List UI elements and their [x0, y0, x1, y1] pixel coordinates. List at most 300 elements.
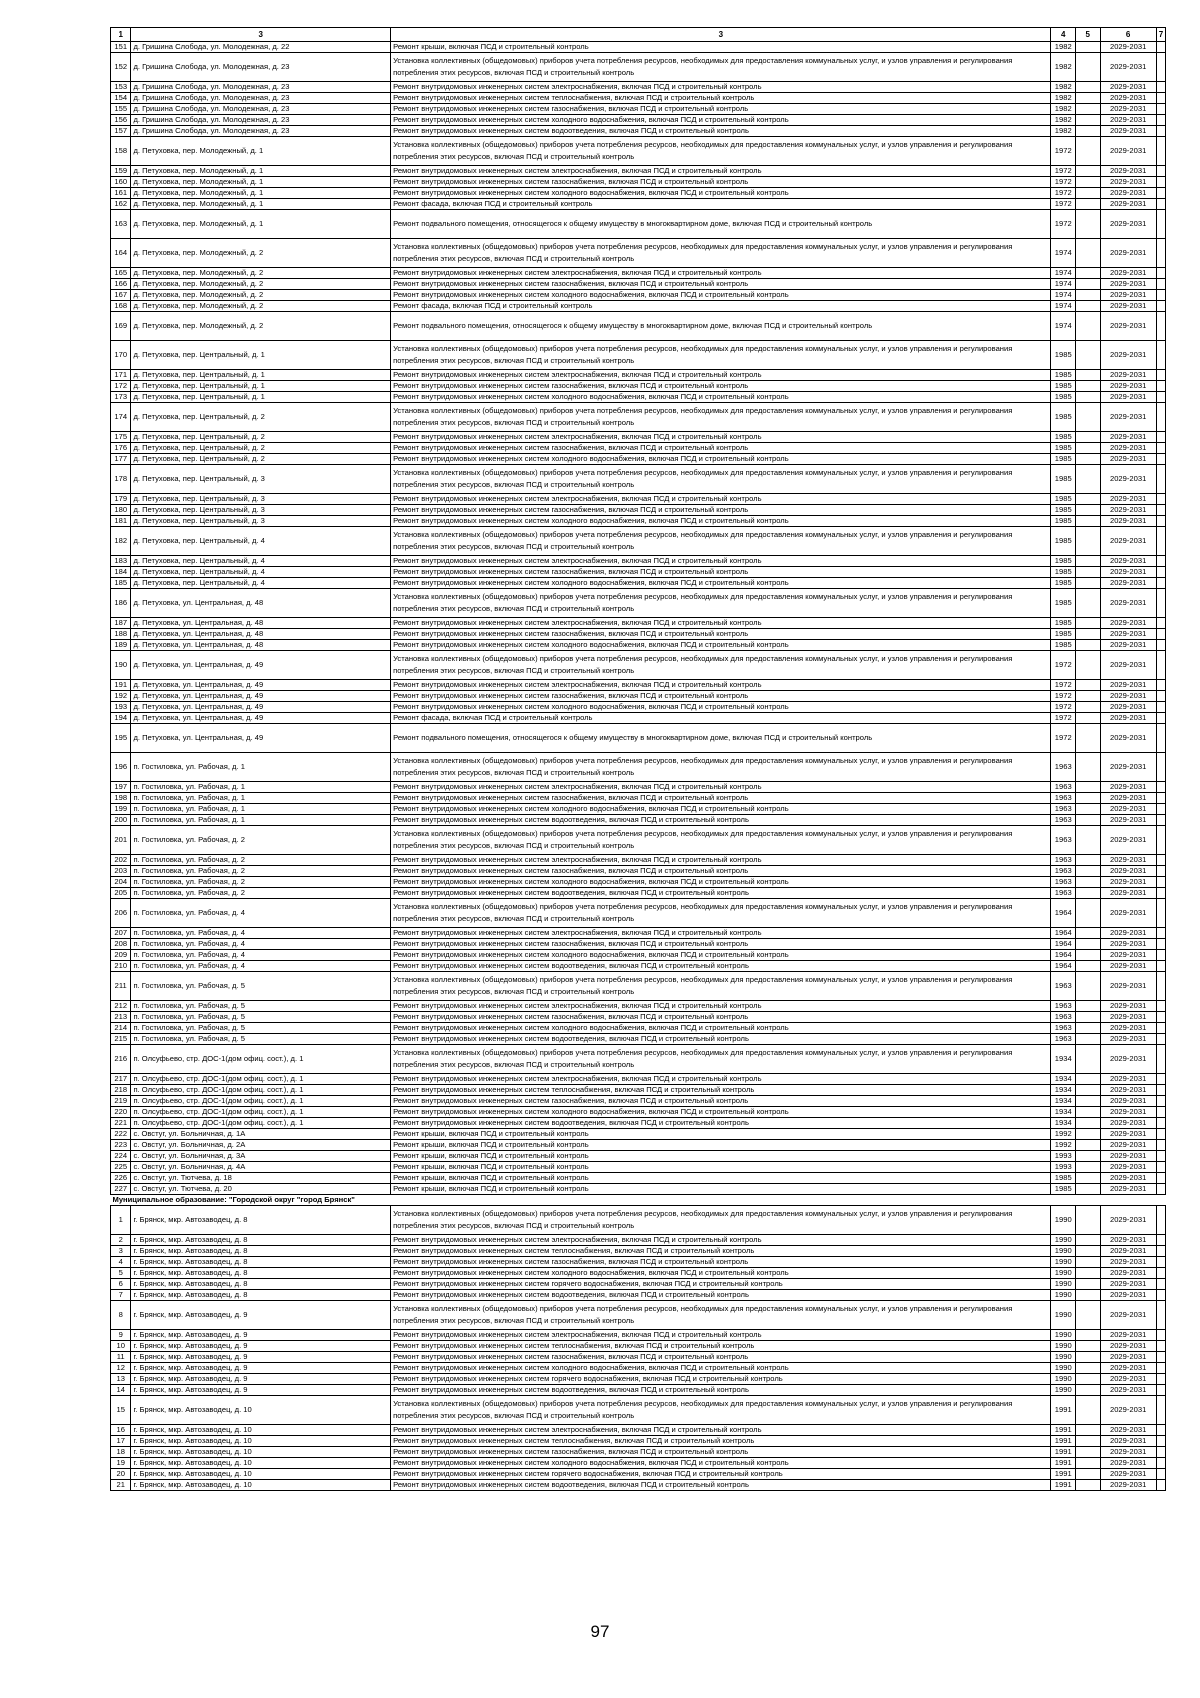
row-number: 182: [111, 527, 131, 556]
row-col7: [1156, 1074, 1165, 1085]
row-number: 180: [111, 505, 131, 516]
table-row: [111, 381, 1166, 392]
row-work-type: Ремонт внутридомовых инженерных систем водоотведения, включая ПСД и строительный контроль: [391, 126, 1051, 137]
row-work-type: Ремонт внутридомовых инженерных систем газоснабжения, включая ПСД и строительный контроль: [391, 793, 1051, 804]
row-address: п. Гостиловка, ул. Рабочая, д. 2: [131, 826, 391, 855]
row-build-year: 1985: [1051, 527, 1076, 556]
row-col7: [1156, 680, 1165, 691]
row-number: 1: [111, 1206, 131, 1235]
table-row: [111, 1257, 1166, 1268]
row-period: 2029-2031: [1100, 1341, 1156, 1352]
row-address: д. Петуховка, пер. Молодежный, д. 2: [131, 290, 391, 301]
row-col5: [1076, 1279, 1101, 1290]
row-work-type: Ремонт внутридомовых инженерных систем электроснабжения, включая ПСД и строительный контроль: [391, 1425, 1051, 1436]
row-address: д. Гришина Слобода, ул. Молодежная, д. 23: [131, 104, 391, 115]
row-period: 2029-2031: [1100, 199, 1156, 210]
row-number: 210: [111, 961, 131, 972]
row-col7: [1156, 939, 1165, 950]
table-row: [111, 177, 1166, 188]
row-col7: [1156, 928, 1165, 939]
table-row: [111, 1341, 1166, 1352]
row-number: 220: [111, 1107, 131, 1118]
row-col5: [1076, 793, 1101, 804]
row-build-year: 1982: [1051, 93, 1076, 104]
row-address: п. Гостиловка, ул. Рабочая, д. 1: [131, 753, 391, 782]
row-col5: [1076, 972, 1101, 1001]
row-address: д. Петуховка, пер. Центральный, д. 3: [131, 494, 391, 505]
row-address: д. Гришина Слобода, ул. Молодежная, д. 23: [131, 115, 391, 126]
row-number: 214: [111, 1023, 131, 1034]
row-build-year: 1963: [1051, 855, 1076, 866]
row-address: д. Петуховка, ул. Центральная, д. 49: [131, 724, 391, 753]
row-address: г. Брянск, мкр. Автозаводец, д. 10: [131, 1480, 391, 1491]
row-number: 184: [111, 567, 131, 578]
table-row: [111, 432, 1166, 443]
row-address: п. Олсуфьево, стр. ДОС-1(дом офиц. сост.), д. 1: [131, 1107, 391, 1118]
row-number: 155: [111, 104, 131, 115]
row-work-type: Ремонт внутридомовых инженерных систем газоснабжения, включая ПСД и строительный контроль: [391, 177, 1051, 188]
row-col5: [1076, 1447, 1101, 1458]
row-build-year: 1963: [1051, 877, 1076, 888]
row-period: 2029-2031: [1100, 1118, 1156, 1129]
row-work-type: Ремонт фасада, включая ПСД и строительный контроль: [391, 199, 1051, 210]
row-number: 11: [111, 1352, 131, 1363]
row-number: 192: [111, 691, 131, 702]
row-period: 2029-2031: [1100, 1129, 1156, 1140]
row-work-type: Ремонт подвального помещения, относящегося к общему имуществу в многоквартирном доме, включая ПСД и строительный контроль: [391, 724, 1051, 753]
row-address: г. Брянск, мкр. Автозаводец, д. 8: [131, 1290, 391, 1301]
row-col7: [1156, 1290, 1165, 1301]
row-col5: [1076, 341, 1101, 370]
row-build-year: 1934: [1051, 1096, 1076, 1107]
row-number: 165: [111, 268, 131, 279]
row-period: 2029-2031: [1100, 42, 1156, 53]
row-work-type: Ремонт внутридомовых инженерных систем холодного водоснабжения, включая ПСД и строительный контроль: [391, 392, 1051, 403]
row-col5: [1076, 115, 1101, 126]
row-number: 20: [111, 1469, 131, 1480]
row-work-type: Установка коллективных (общедомовых) приборов учета потребления ресурсов, необходимых для предоставления коммунальных услуг, и узлов управления и регулирования потребления этих ресурсов, включая ПСД и строительный контроль: [391, 1206, 1051, 1235]
row-address: г. Брянск, мкр. Автозаводец, д. 10: [131, 1447, 391, 1458]
row-number: 201: [111, 826, 131, 855]
row-build-year: 1982: [1051, 115, 1076, 126]
table-row: [111, 268, 1166, 279]
row-col5: [1076, 403, 1101, 432]
row-build-year: 1963: [1051, 888, 1076, 899]
row-period: 2029-2031: [1100, 290, 1156, 301]
row-col7: [1156, 1436, 1165, 1447]
row-col5: [1076, 567, 1101, 578]
row-work-type: Ремонт внутридомовых инженерных систем электроснабжения, включая ПСД и строительный контроль: [391, 1001, 1051, 1012]
row-col5: [1076, 1301, 1101, 1330]
row-work-type: Ремонт внутридомовых инженерных систем холодного водоснабжения, включая ПСД и строительный контроль: [391, 290, 1051, 301]
row-number: 225: [111, 1162, 131, 1173]
table-row: [111, 454, 1166, 465]
row-period: 2029-2031: [1100, 210, 1156, 239]
row-col7: [1156, 640, 1165, 651]
row-build-year: 1990: [1051, 1374, 1076, 1385]
row-number: 204: [111, 877, 131, 888]
table-row: [111, 527, 1166, 556]
row-work-type: Ремонт внутридомовых инженерных систем электроснабжения, включая ПСД и строительный контроль: [391, 432, 1051, 443]
row-period: 2029-2031: [1100, 1246, 1156, 1257]
row-number: 12: [111, 1363, 131, 1374]
row-number: 217: [111, 1074, 131, 1085]
row-col5: [1076, 494, 1101, 505]
row-col7: [1156, 1425, 1165, 1436]
row-address: д. Петуховка, пер. Центральный, д. 2: [131, 443, 391, 454]
row-number: 209: [111, 950, 131, 961]
row-col7: [1156, 210, 1165, 239]
row-work-type: Ремонт внутридомовых инженерных систем газоснабжения, включая ПСД и строительный контроль: [391, 104, 1051, 115]
row-col5: [1076, 1458, 1101, 1469]
row-address: г. Брянск, мкр. Автозаводец, д. 10: [131, 1396, 391, 1425]
column-number-header-row: [111, 28, 1166, 42]
row-build-year: 1985: [1051, 505, 1076, 516]
row-work-type: Ремонт подвального помещения, относящегося к общему имуществу в многоквартирном доме, включая ПСД и строительный контроль: [391, 312, 1051, 341]
table-row: [111, 1140, 1166, 1151]
row-period: 2029-2031: [1100, 1235, 1156, 1246]
row-number: 224: [111, 1151, 131, 1162]
row-address: д. Петуховка, пер. Центральный, д. 4: [131, 578, 391, 589]
row-col5: [1076, 1162, 1101, 1173]
row-build-year: 1963: [1051, 753, 1076, 782]
row-build-year: 1985: [1051, 618, 1076, 629]
row-number: 183: [111, 556, 131, 567]
row-period: 2029-2031: [1100, 702, 1156, 713]
row-period: 2029-2031: [1100, 312, 1156, 341]
row-col5: [1076, 239, 1101, 268]
row-address: п. Гостиловка, ул. Рабочая, д. 5: [131, 1001, 391, 1012]
row-number: 152: [111, 53, 131, 82]
row-build-year: 1972: [1051, 724, 1076, 753]
row-number: 151: [111, 42, 131, 53]
row-build-year: 1985: [1051, 465, 1076, 494]
row-work-type: Ремонт внутридомовых инженерных систем водоотведения, включая ПСД и строительный контроль: [391, 1118, 1051, 1129]
row-col5: [1076, 370, 1101, 381]
row-address: п. Гостиловка, ул. Рабочая, д. 1: [131, 782, 391, 793]
row-period: 2029-2031: [1100, 753, 1156, 782]
row-period: 2029-2031: [1100, 1385, 1156, 1396]
row-col5: [1076, 1045, 1101, 1074]
row-build-year: 1974: [1051, 268, 1076, 279]
row-build-year: 1934: [1051, 1107, 1076, 1118]
row-col7: [1156, 239, 1165, 268]
row-col7: [1156, 104, 1165, 115]
row-period: 2029-2031: [1100, 877, 1156, 888]
row-build-year: 1974: [1051, 312, 1076, 341]
row-period: 2029-2031: [1100, 691, 1156, 702]
row-address: с. Овстуг, ул. Больничная, д. 1А: [131, 1129, 391, 1140]
table-row: [111, 1096, 1166, 1107]
row-period: 2029-2031: [1100, 403, 1156, 432]
row-col7: [1156, 1396, 1165, 1425]
row-work-type: Ремонт фасада, включая ПСД и строительный контроль: [391, 301, 1051, 312]
row-build-year: 1985: [1051, 454, 1076, 465]
row-period: 2029-2031: [1100, 443, 1156, 454]
row-build-year: 1964: [1051, 961, 1076, 972]
row-build-year: 1990: [1051, 1352, 1076, 1363]
row-work-type: Ремонт крыши, включая ПСД и строительный контроль: [391, 42, 1051, 53]
row-build-year: 1982: [1051, 53, 1076, 82]
row-build-year: 1972: [1051, 651, 1076, 680]
row-period: 2029-2031: [1100, 1184, 1156, 1195]
table-row: [111, 1352, 1166, 1363]
repair-schedule-table: [110, 27, 1166, 1491]
row-work-type: Ремонт крыши, включая ПСД и строительный контроль: [391, 1151, 1051, 1162]
row-col5: [1076, 899, 1101, 928]
table-row: [111, 702, 1166, 713]
row-col7: [1156, 505, 1165, 516]
row-address: д. Петуховка, пер. Центральный, д. 4: [131, 556, 391, 567]
row-build-year: 1934: [1051, 1074, 1076, 1085]
row-number: 207: [111, 928, 131, 939]
row-address: г. Брянск, мкр. Автозаводец, д. 9: [131, 1341, 391, 1352]
header-cell-period: 6: [1100, 28, 1156, 42]
row-build-year: 1972: [1051, 177, 1076, 188]
row-number: 19: [111, 1458, 131, 1469]
row-number: 181: [111, 516, 131, 527]
row-col5: [1076, 1129, 1101, 1140]
row-build-year: 1934: [1051, 1085, 1076, 1096]
row-col7: [1156, 1246, 1165, 1257]
table-row: [111, 1330, 1166, 1341]
row-address: п. Олсуфьево, стр. ДОС-1(дом офиц. сост.), д. 1: [131, 1045, 391, 1074]
table-row: [111, 877, 1166, 888]
row-number: 171: [111, 370, 131, 381]
table-body: [111, 28, 1166, 1491]
row-work-type: Ремонт внутридомовых инженерных систем газоснабжения, включая ПСД и строительный контроль: [391, 443, 1051, 454]
row-col5: [1076, 578, 1101, 589]
row-period: 2029-2031: [1100, 137, 1156, 166]
row-work-type: Ремонт внутридомовых инженерных систем теплоснабжения, включая ПСД и строительный контроль: [391, 1246, 1051, 1257]
table-row: [111, 961, 1166, 972]
row-col5: [1076, 126, 1101, 137]
row-period: 2029-2031: [1100, 793, 1156, 804]
row-number: 15: [111, 1396, 131, 1425]
row-period: 2029-2031: [1100, 1045, 1156, 1074]
row-build-year: 1985: [1051, 392, 1076, 403]
row-work-type: Установка коллективных (общедомовых) приборов учета потребления ресурсов, необходимых для предоставления коммунальных услуг, и узлов управления и регулирования потребления этих ресурсов, включая ПСД и строительный контроль: [391, 239, 1051, 268]
row-work-type: Ремонт внутридомовых инженерных систем газоснабжения, включая ПСД и строительный контроль: [391, 1012, 1051, 1023]
row-build-year: 1990: [1051, 1301, 1076, 1330]
row-period: 2029-2031: [1100, 188, 1156, 199]
row-period: 2029-2031: [1100, 301, 1156, 312]
table-row: [111, 443, 1166, 454]
row-col7: [1156, 713, 1165, 724]
row-address: д. Петуховка, пер. Центральный, д. 3: [131, 516, 391, 527]
row-col5: [1076, 290, 1101, 301]
table-row: [111, 505, 1166, 516]
row-number: 8: [111, 1301, 131, 1330]
row-period: 2029-2031: [1100, 1096, 1156, 1107]
row-col7: [1156, 494, 1165, 505]
row-number: 166: [111, 279, 131, 290]
row-col5: [1076, 680, 1101, 691]
row-period: 2029-2031: [1100, 866, 1156, 877]
row-build-year: 1974: [1051, 301, 1076, 312]
row-build-year: 1974: [1051, 239, 1076, 268]
row-address: п. Гостиловка, ул. Рабочая, д. 1: [131, 815, 391, 826]
row-number: 176: [111, 443, 131, 454]
row-col7: [1156, 1045, 1165, 1074]
row-address: д. Петуховка, пер. Молодежный, д. 1: [131, 166, 391, 177]
row-col5: [1076, 866, 1101, 877]
table-row: [111, 589, 1166, 618]
table-row: [111, 1085, 1166, 1096]
row-col7: [1156, 1301, 1165, 1330]
row-period: 2029-2031: [1100, 1363, 1156, 1374]
row-work-type: Ремонт внутридомовых инженерных систем холодного водоснабжения, включая ПСД и строительный контроль: [391, 1107, 1051, 1118]
row-work-type: Ремонт внутридомовых инженерных систем водоотведения, включая ПСД и строительный контроль: [391, 888, 1051, 899]
row-address: д. Петуховка, пер. Молодежный, д. 1: [131, 177, 391, 188]
table-row: [111, 1447, 1166, 1458]
row-build-year: 1963: [1051, 972, 1076, 1001]
row-address: д. Гришина Слобода, ул. Молодежная, д. 22: [131, 42, 391, 53]
municipality-section-row: [111, 1195, 1166, 1206]
table-row: [111, 465, 1166, 494]
row-number: 199: [111, 804, 131, 815]
header-cell-year: 4: [1051, 28, 1076, 42]
row-build-year: 1990: [1051, 1330, 1076, 1341]
row-period: 2029-2031: [1100, 268, 1156, 279]
row-work-type: Ремонт внутридомовых инженерных систем холодного водоснабжения, включая ПСД и строительный контроль: [391, 877, 1051, 888]
row-address: д. Петуховка, пер. Центральный, д. 1: [131, 392, 391, 403]
row-col7: [1156, 1184, 1165, 1195]
row-period: 2029-2031: [1100, 1447, 1156, 1458]
row-number: 206: [111, 899, 131, 928]
row-number: 200: [111, 815, 131, 826]
row-col7: [1156, 815, 1165, 826]
row-build-year: 1964: [1051, 928, 1076, 939]
row-build-year: 1964: [1051, 950, 1076, 961]
row-build-year: 1972: [1051, 137, 1076, 166]
table-row: [111, 1458, 1166, 1469]
row-build-year: 1963: [1051, 793, 1076, 804]
row-build-year: 1982: [1051, 126, 1076, 137]
row-work-type: Ремонт внутридомовых инженерных систем холодного водоснабжения, включая ПСД и строительный контроль: [391, 454, 1051, 465]
row-build-year: 1985: [1051, 370, 1076, 381]
row-col5: [1076, 713, 1101, 724]
table-row: [111, 494, 1166, 505]
row-work-type: Установка коллективных (общедомовых) приборов учета потребления ресурсов, необходимых для предоставления коммунальных услуг, и узлов управления и регулирования потребления этих ресурсов, включая ПСД и строительный контроль: [391, 753, 1051, 782]
row-col7: [1156, 793, 1165, 804]
row-period: 2029-2031: [1100, 1268, 1156, 1279]
row-build-year: 1991: [1051, 1396, 1076, 1425]
row-period: 2029-2031: [1100, 1330, 1156, 1341]
row-work-type: Установка коллективных (общедомовых) приборов учета потребления ресурсов, необходимых для предоставления коммунальных услуг, и узлов управления и регулирования потребления этих ресурсов, включая ПСД и строительный контроль: [391, 651, 1051, 680]
row-build-year: 1974: [1051, 279, 1076, 290]
row-col5: [1076, 640, 1101, 651]
row-col5: [1076, 1436, 1101, 1447]
row-period: 2029-2031: [1100, 53, 1156, 82]
row-col7: [1156, 855, 1165, 866]
row-period: 2029-2031: [1100, 505, 1156, 516]
row-period: 2029-2031: [1100, 126, 1156, 137]
row-col7: [1156, 567, 1165, 578]
table-row: [111, 815, 1166, 826]
table-row: [111, 1480, 1166, 1491]
table-row: [111, 392, 1166, 403]
table-row: [111, 1246, 1166, 1257]
row-number: 190: [111, 651, 131, 680]
table-row: [111, 1363, 1166, 1374]
table-row: [111, 93, 1166, 104]
row-work-type: Ремонт крыши, включая ПСД и строительный контроль: [391, 1140, 1051, 1151]
row-period: 2029-2031: [1100, 782, 1156, 793]
row-work-type: Установка коллективных (общедомовых) приборов учета потребления ресурсов, необходимых для предоставления коммунальных услуг, и узлов управления и регулирования потребления этих ресурсов, включая ПСД и строительный контроль: [391, 1301, 1051, 1330]
row-work-type: Ремонт внутридомовых инженерных систем теплоснабжения, включая ПСД и строительный контроль: [391, 1436, 1051, 1447]
municipality-section-title: Муниципальное образование: "Городской округ "город Брянск": [111, 1195, 1166, 1206]
row-work-type: Ремонт подвального помещения, относящегося к общему имуществу в многоквартирном доме, включая ПСД и строительный контроль: [391, 210, 1051, 239]
row-work-type: Ремонт внутридомовых инженерных систем теплоснабжения, включая ПСД и строительный контроль: [391, 1341, 1051, 1352]
row-col7: [1156, 115, 1165, 126]
row-build-year: 1990: [1051, 1257, 1076, 1268]
row-period: 2029-2031: [1100, 1034, 1156, 1045]
row-period: 2029-2031: [1100, 465, 1156, 494]
row-col5: [1076, 166, 1101, 177]
row-number: 153: [111, 82, 131, 93]
row-col5: [1076, 465, 1101, 494]
row-col7: [1156, 1085, 1165, 1096]
row-address: п. Гостиловка, ул. Рабочая, д. 1: [131, 804, 391, 815]
row-col5: [1076, 1396, 1101, 1425]
row-col7: [1156, 1447, 1165, 1458]
row-col7: [1156, 312, 1165, 341]
row-col5: [1076, 1469, 1101, 1480]
row-col7: [1156, 527, 1165, 556]
row-build-year: 1985: [1051, 556, 1076, 567]
row-work-type: Ремонт внутридомовых инженерных систем холодного водоснабжения, включая ПСД и строительный контроль: [391, 188, 1051, 199]
row-work-type: Ремонт внутридомовых инженерных систем холодного водоснабжения, включая ПСД и строительный контроль: [391, 115, 1051, 126]
row-work-type: Установка коллективных (общедомовых) приборов учета потребления ресурсов, необходимых для предоставления коммунальных услуг, и узлов управления и регулирования потребления этих ресурсов, включая ПСД и строительный контроль: [391, 1396, 1051, 1425]
row-build-year: 1991: [1051, 1480, 1076, 1491]
row-work-type: Ремонт внутридомовых инженерных систем водоотведения, включая ПСД и строительный контроль: [391, 1385, 1051, 1396]
table-row: [111, 239, 1166, 268]
row-build-year: 1963: [1051, 1034, 1076, 1045]
row-build-year: 1985: [1051, 589, 1076, 618]
row-period: 2029-2031: [1100, 1436, 1156, 1447]
row-period: 2029-2031: [1100, 640, 1156, 651]
table-row: [111, 826, 1166, 855]
row-period: 2029-2031: [1100, 104, 1156, 115]
row-number: 223: [111, 1140, 131, 1151]
row-number: 219: [111, 1096, 131, 1107]
row-address: п. Олсуфьево, стр. ДОС-1(дом офиц. сост.), д. 1: [131, 1085, 391, 1096]
row-address: г. Брянск, мкр. Автозаводец, д. 8: [131, 1206, 391, 1235]
row-number: 172: [111, 381, 131, 392]
table-row: [111, 516, 1166, 527]
row-period: 2029-2031: [1100, 855, 1156, 866]
row-work-type: Установка коллективных (общедомовых) приборов учета потребления ресурсов, необходимых для предоставления коммунальных услуг, и узлов управления и регулирования потребления этих ресурсов, включая ПСД и строительный контроль: [391, 527, 1051, 556]
row-address: д. Петуховка, ул. Центральная, д. 48: [131, 629, 391, 640]
row-col5: [1076, 199, 1101, 210]
table-row: [111, 1129, 1166, 1140]
table-row: [111, 53, 1166, 82]
row-number: 213: [111, 1012, 131, 1023]
row-col7: [1156, 1469, 1165, 1480]
row-col7: [1156, 1206, 1165, 1235]
row-address: г. Брянск, мкр. Автозаводец, д. 10: [131, 1458, 391, 1469]
row-number: 186: [111, 589, 131, 618]
row-number: 10: [111, 1341, 131, 1352]
row-address: г. Брянск, мкр. Автозаводец, д. 9: [131, 1374, 391, 1385]
row-number: 179: [111, 494, 131, 505]
row-address: п. Гостиловка, ул. Рабочая, д. 4: [131, 928, 391, 939]
row-build-year: 1990: [1051, 1341, 1076, 1352]
row-col5: [1076, 381, 1101, 392]
page-number: 97: [590, 1622, 610, 1641]
row-col7: [1156, 1257, 1165, 1268]
